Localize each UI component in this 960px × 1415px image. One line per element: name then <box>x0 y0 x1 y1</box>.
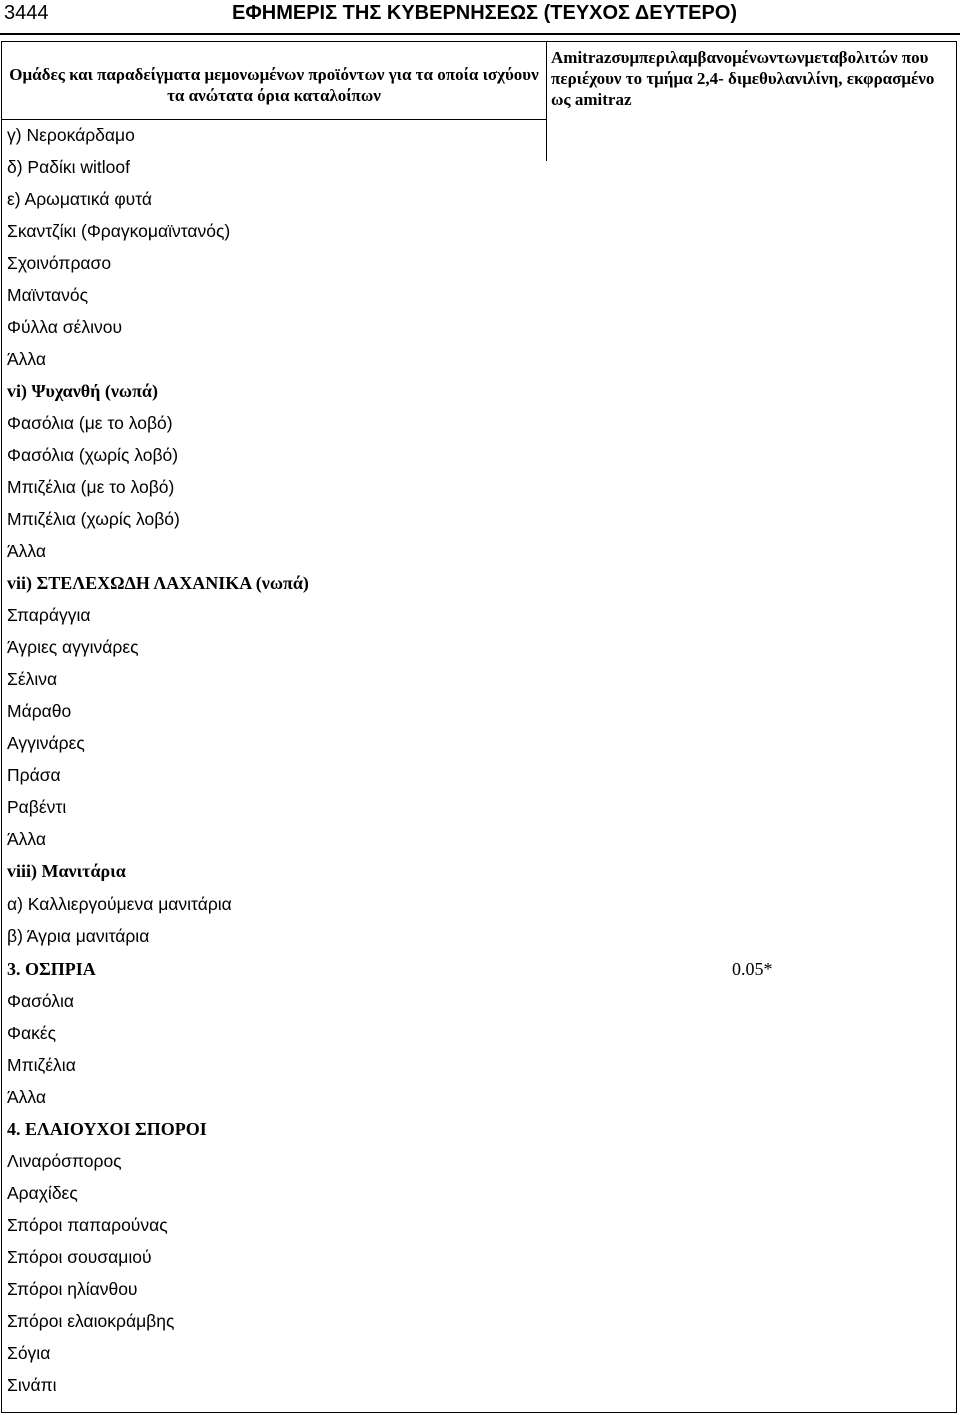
table-row: Λιναρόσπορος <box>7 1151 122 1171</box>
page-number: 3444 <box>4 2 49 24</box>
table-row: Μάραθο <box>7 701 72 721</box>
table-row: Άλλα <box>7 829 47 849</box>
table-row: Αγγινάρες <box>7 733 85 753</box>
table-row-category: vi) Ψυχανθή (νωπά) <box>7 381 158 401</box>
table-row: δ) Ραδίκι witloof <box>7 157 130 177</box>
table-row-category: 4. ΕΛΑΙΟΥΧΟΙ ΣΠΟΡΟΙ <box>7 1119 207 1139</box>
column-divider <box>546 41 547 161</box>
table-row-category: vii) ΣΤΕΛΕΧΩΔΗ ΛΑΧΑΝΙΚΑ (νωπά) <box>7 573 309 593</box>
table-row: Μαϊντανός <box>7 285 89 305</box>
table-row: Σόγια <box>7 1343 51 1363</box>
table-row: Σχοινόπρασο <box>7 253 112 273</box>
header-rule <box>0 33 960 35</box>
table-row: Μπιζέλια (χωρίς λοβό) <box>7 509 180 529</box>
table-row-category: 3. ΟΣΠΡΙΑ <box>7 959 96 979</box>
table-row: Φακές <box>7 1023 57 1043</box>
table-row: Σπόροι σουσαμιού <box>7 1247 152 1267</box>
table-row: Ραβέντι <box>7 797 67 817</box>
column-header-amitraz: Amitrazσυμπεριλαμβανομένωντωνμεταβολιτών που περιέχουν το τμήμα 2,4- διμεθυλανιλίνη, εκφρασμένο ως amitraz <box>551 48 935 109</box>
table-row: Φύλλα σέλινου <box>7 317 123 337</box>
mrl-value: 0.05* <box>732 959 773 979</box>
table-row: ε) Αρωματικά φυτά <box>7 189 153 209</box>
page-header <box>0 0 960 36</box>
table-row: Μπιζέλια <box>7 1055 76 1075</box>
table-row: Πράσα <box>7 765 61 785</box>
table-row: Σέλινα <box>7 669 58 689</box>
table-row: Σινάπι <box>7 1375 57 1395</box>
table-row: Φασόλια <box>7 991 75 1011</box>
column-header-products: Ομάδες και παραδείγματα μεμονωμένων προϊόντων για τα οποία ισχύουν τα ανώτατα όρια καταλοίπων <box>9 65 539 105</box>
table-row: Σπόροι ελαιοκράμβης <box>7 1311 175 1331</box>
table-row: Σπόροι ηλίανθου <box>7 1279 138 1299</box>
table-row: Άλλα <box>7 541 47 561</box>
header-divider <box>1 119 547 120</box>
table-row: Άγριες αγγινάρες <box>7 637 139 657</box>
gazette-title: ΕΦΗΜΕΡΙΣ ΤΗΣ ΚΥΒΕΡΝΗΣΕΩΣ (ΤΕΥΧΟΣ ΔΕΥΤΕΡΟ) <box>232 2 738 24</box>
table-row: Άλλα <box>7 1087 47 1107</box>
table-row: Φασόλια (με το λοβό) <box>7 413 173 433</box>
table-row: Σπόροι παπαρούνας <box>7 1215 168 1235</box>
table-row: Μπιζέλια (με το λοβό) <box>7 477 175 497</box>
table-row: Άλλα <box>7 349 47 369</box>
table-row: Αραχίδες <box>7 1183 78 1203</box>
table-row-category: viii) Μανιτάρια <box>7 861 126 881</box>
table-row: Φασόλια (χωρίς λοβό) <box>7 445 179 465</box>
table-row: β) Άγρια μανιτάρια <box>7 926 150 946</box>
table-row: Σκαντζίκι (Φραγκομαϊντανός) <box>7 221 231 241</box>
table-row: α) Καλλιεργούμενα μανιτάρια <box>7 894 232 914</box>
table-row: γ) Νεροκάρδαμο <box>7 125 135 145</box>
mrl-table <box>1 41 957 1413</box>
table-row: Σπαράγγια <box>7 605 91 625</box>
